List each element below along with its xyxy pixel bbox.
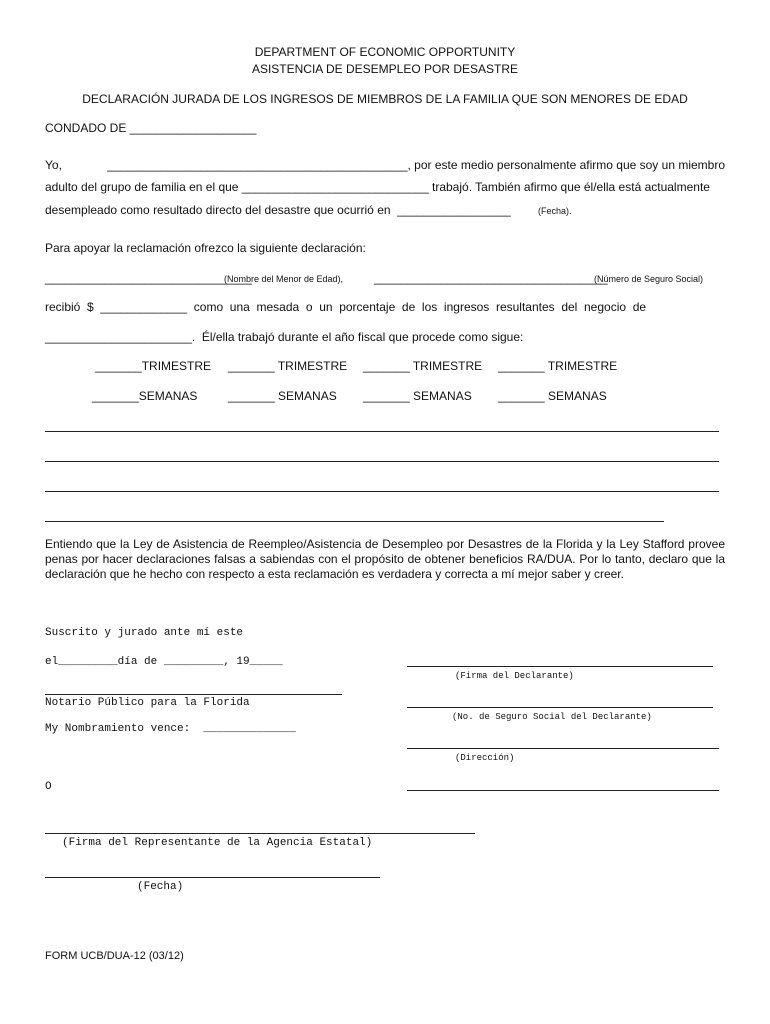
county-field[interactable]: CONDADO DE ___________________ xyxy=(45,121,257,135)
intro-yo: Yo, xyxy=(45,158,62,172)
declarant-ssn-line[interactable] xyxy=(407,707,713,708)
quarter-field-1[interactable]: _______TRIMESTRE xyxy=(95,359,212,373)
received-line[interactable]: recibió $ _____________ como una mesada o un porcentaje de los ingresos resultantes del negocio de xyxy=(45,300,647,314)
sign-date-label: (Fecha) xyxy=(137,881,184,893)
quarter-field-4[interactable]: _______ TRIMESTRE xyxy=(498,359,618,373)
explanation-line-2[interactable] xyxy=(45,461,719,462)
explanation-line-3[interactable] xyxy=(45,491,719,492)
sworn-line: Suscrito y jurado ante mí este xyxy=(45,627,244,639)
declarant-ssn-label: (No. de Seguro Social del Declarante) xyxy=(452,712,652,722)
sworn-date-field[interactable]: el_________día de _________, 19_____ xyxy=(45,656,283,668)
form-id: FORM UCB/DUA-12 (03/12) xyxy=(45,950,184,962)
address-label: (Dirección) xyxy=(455,753,515,763)
weeks-field-3[interactable]: _______ SEMANAS xyxy=(363,389,472,403)
declarant-signature-label: (Firma del Declarante) xyxy=(455,671,574,681)
appointment-expiry-field[interactable]: My Nombramiento vence: ______________ xyxy=(45,723,296,735)
weeks-field-2[interactable]: _______ SEMANAS xyxy=(228,389,337,403)
quarter-field-3[interactable]: _______ TRIMESTRE xyxy=(363,359,483,373)
explanation-line-1[interactable] xyxy=(45,431,719,432)
minor-ssn-field[interactable]: ___________________________________ xyxy=(374,271,608,285)
address-line-1[interactable] xyxy=(407,748,719,749)
minor-ssn-label: (Número de Seguro Social) xyxy=(594,274,704,284)
form-title: DECLARACIÓN JURADA DE LOS INGRESOS DE MIEMBROS DE LA FAMILIA QUE SON MENORES DE EDAD xyxy=(82,92,688,106)
notary-signature-line[interactable] xyxy=(45,694,342,695)
notary-label: Notario Público para la Florida xyxy=(45,697,250,709)
weeks-field-4[interactable]: _______ SEMANAS xyxy=(498,389,607,403)
department-name: DEPARTMENT OF ECONOMIC OPPORTUNITY xyxy=(254,45,516,59)
declarant-signature-line[interactable] xyxy=(407,666,713,667)
address-line-2[interactable] xyxy=(407,790,719,791)
date-label: (Fecha). xyxy=(538,206,572,216)
disaster-date-field[interactable]: desempleado como resultado directo del desastre que ocurrió en _________________ xyxy=(45,203,511,217)
program-name: ASISTENCIA DE DESEMPLEO POR DESASTRE xyxy=(251,62,519,76)
state-rep-signature-line[interactable] xyxy=(45,833,475,834)
minor-name-field[interactable]: _______________________________ xyxy=(45,271,252,285)
statement-lead: Para apoyar la reclamación ofrezco la siguiente declaración: xyxy=(45,241,366,255)
weeks-field-1[interactable]: _______SEMANAS xyxy=(92,389,198,403)
declarant-name-field[interactable]: _____________________________________________, por este medio personalmente afirmo que soy un miembro xyxy=(107,158,725,172)
quarter-field-2[interactable]: _______ TRIMESTRE xyxy=(228,359,348,373)
legal-statement: Entiendo que la Ley de Asistencia de Reempleo/Asistencia de Desempleo por Desastres de la Florida y la Ley Stafford provee penas por hacer declaraciones falsas a sabiendas con el propósito de obtener beneficios RA/DUA. Por lo tanto, declaro que la declaración que he hecho con respecto a esta reclamación es verdadera y correcta a mí mejor saber y creer. xyxy=(45,537,725,581)
fiscal-year-line[interactable]: ______________________. Él/ella trabajó durante el año fiscal que procede como sigue: xyxy=(45,330,524,344)
explanation-line-4[interactable] xyxy=(45,521,664,522)
intro-household-line[interactable]: adulto del grupo de familia en el que ____________________________ trabajó. También afirmo que él/ella está actualmente xyxy=(45,180,710,194)
date-signature-line[interactable] xyxy=(45,877,380,878)
minor-name-label: (Nombre del Menor de Edad), xyxy=(224,274,344,284)
state-rep-label: (Firma del Representante de la Agencia Estatal) xyxy=(62,837,373,849)
or-label: O xyxy=(45,781,52,793)
